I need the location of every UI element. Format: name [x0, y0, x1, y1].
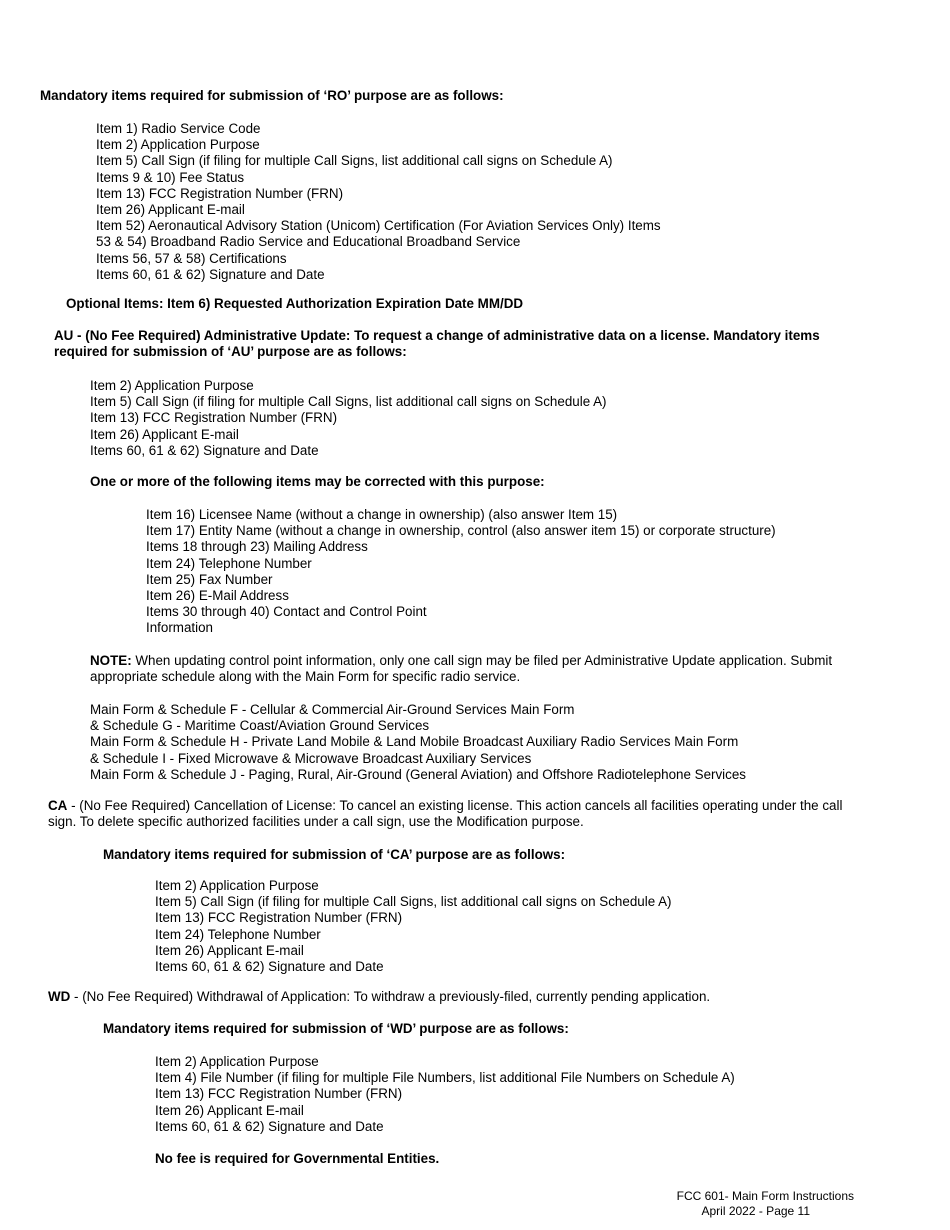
ca-items-list	[155, 878, 672, 975]
note-text: appropriate schedule along with the Main Form for specific radio service.	[90, 669, 521, 685]
list-item: Item 16) Licensee Name (without a change in ownership) (also answer Item 15)	[146, 507, 618, 522]
list-item: Item 5) Call Sign (if filing for multiple Call Signs, list additional call signs on Schedule A)	[96, 153, 613, 169]
list-item: Item 13) FCC Registration Number (FRN)	[90, 410, 338, 426]
note-text: When updating control point information, only one call sign may be filed per Administrative Update application. Submit	[131, 653, 833, 668]
wd-items-list	[155, 1054, 735, 1135]
list-item: Items 60, 61 & 62) Signature and Date	[155, 959, 384, 975]
ca-desc: sign. To delete specific authorized facilities under a call sign, use the Modification purpose.	[48, 814, 584, 830]
list-item: Item 26) Applicant E-mail	[155, 1102, 304, 1118]
list-item: Items 60, 61 & 62) Signature and Date	[96, 266, 325, 282]
list-item: Item 2) Application Purpose	[155, 878, 319, 893]
list-item: Item 17) Entity Name (without a change in ownership, control (also answer item 15) or corporate structure)	[146, 523, 776, 539]
list-item: & Schedule G - Maritime Coast/Aviation Ground Services	[90, 718, 430, 734]
list-item: 53 & 54) Broadband Radio Service and Educational Broadband Service	[96, 234, 521, 250]
ca-desc: - (No Fee Required) Cancellation of License: To cancel an existing license. This action cancels all facilities operating under the call	[67, 798, 843, 813]
page-footer	[677, 1189, 854, 1219]
list-item: Main Form & Schedule J - Paging, Rural, Air-Ground (General Aviation) and Offshore Radiotelephone Services	[90, 766, 746, 782]
list-item: Main Form & Schedule H - Private Land Mobile & Land Mobile Broadcast Auxiliary Radio Services Main Form	[90, 734, 739, 750]
list-item: Item 24) Telephone Number	[155, 926, 321, 942]
au-schedules-list	[90, 702, 746, 783]
ca-code: CA	[48, 798, 68, 813]
list-item: Item 13) FCC Registration Number (FRN)	[96, 185, 344, 201]
wd-desc: - (No Fee Required) Withdrawal of Application: To withdraw a previously-filed, currently pending application.	[70, 989, 711, 1004]
list-item: Item 52) Aeronautical Advisory Station (Unicom) Certification (For Aviation Services Only) Items	[96, 218, 661, 234]
au-heading-line: AU - (No Fee Required) Administrative Update: To request a change of administrative data on a license. Mandatory items	[54, 328, 820, 343]
list-item: Item 26) Applicant E-mail	[155, 942, 304, 958]
list-item: Item 26) Applicant E-mail	[90, 426, 239, 442]
list-item: Item 26) Applicant E-mail	[96, 202, 245, 218]
list-item: Items 9 & 10) Fee Status	[96, 169, 245, 185]
list-item: Items 56, 57 & 58) Certifications	[96, 250, 287, 266]
footer-page-number: April 2022 - Page 11	[701, 1204, 810, 1218]
ro-heading: Mandatory items required for submission of ‘RO’ purpose are as follows:	[40, 88, 504, 103]
list-item: Item 25) Fax Number	[146, 571, 273, 587]
list-item: Items 60, 61 & 62) Signature and Date	[155, 1118, 384, 1134]
au-heading	[54, 328, 820, 360]
wd-heading: Mandatory items required for submission of ‘WD’ purpose are as follows:	[103, 1021, 569, 1036]
au-note	[90, 653, 832, 685]
note-label: NOTE:	[90, 653, 132, 668]
list-item: Item 24) Telephone Number	[146, 555, 312, 571]
au-heading-line: required for submission of ‘AU’ purpose are as follows:	[54, 344, 407, 360]
list-item: Item 5) Call Sign (if filing for multiple Call Signs, list additional call signs on Schedule A)	[90, 394, 607, 410]
list-item: Item 2) Application Purpose	[155, 1054, 319, 1069]
list-item: Item 4) File Number (if filing for multiple File Numbers, list additional File Numbers on Schedule A)	[155, 1070, 735, 1086]
ca-description	[48, 798, 842, 830]
list-item: Main Form & Schedule F - Cellular & Commercial Air-Ground Services Main Form	[90, 702, 575, 717]
ro-optional-items: Optional Items: Item 6) Requested Authorization Expiration Date MM/DD	[66, 296, 524, 311]
list-item: Item 2) Application Purpose	[96, 137, 260, 153]
wd-description	[48, 989, 710, 1005]
au-corrected-items-list	[146, 507, 776, 637]
au-corrected-heading: One or more of the following items may be corrected with this purpose:	[90, 474, 545, 489]
ca-heading: Mandatory items required for submission of ‘CA’ purpose are as follows:	[103, 847, 566, 862]
list-item: Item 26) E-Mail Address	[146, 588, 289, 604]
list-item: Items 30 through 40) Contact and Control Point	[146, 604, 427, 620]
list-item: Item 5) Call Sign (if filing for multiple Call Signs, list additional call signs on Schedule A)	[155, 894, 672, 910]
list-item: Information	[146, 620, 213, 636]
ro-items-list	[96, 121, 661, 283]
list-item: Item 13) FCC Registration Number (FRN)	[155, 910, 403, 926]
list-item: Item 13) FCC Registration Number (FRN)	[155, 1086, 403, 1102]
list-item: Item 1) Radio Service Code	[96, 121, 261, 136]
list-item: Items 60, 61 & 62) Signature and Date	[90, 442, 319, 458]
list-item: & Schedule I - Fixed Microwave & Microwave Broadcast Auxiliary Services	[90, 750, 532, 766]
au-items-list	[90, 378, 607, 459]
list-item: Items 18 through 23) Mailing Address	[146, 539, 368, 555]
list-item: Item 2) Application Purpose	[90, 378, 254, 393]
footer-form-title: FCC 601- Main Form Instructions	[676, 1189, 854, 1203]
wd-code: WD	[48, 989, 71, 1004]
wd-no-fee-note: No fee is required for Governmental Entities.	[155, 1151, 440, 1166]
